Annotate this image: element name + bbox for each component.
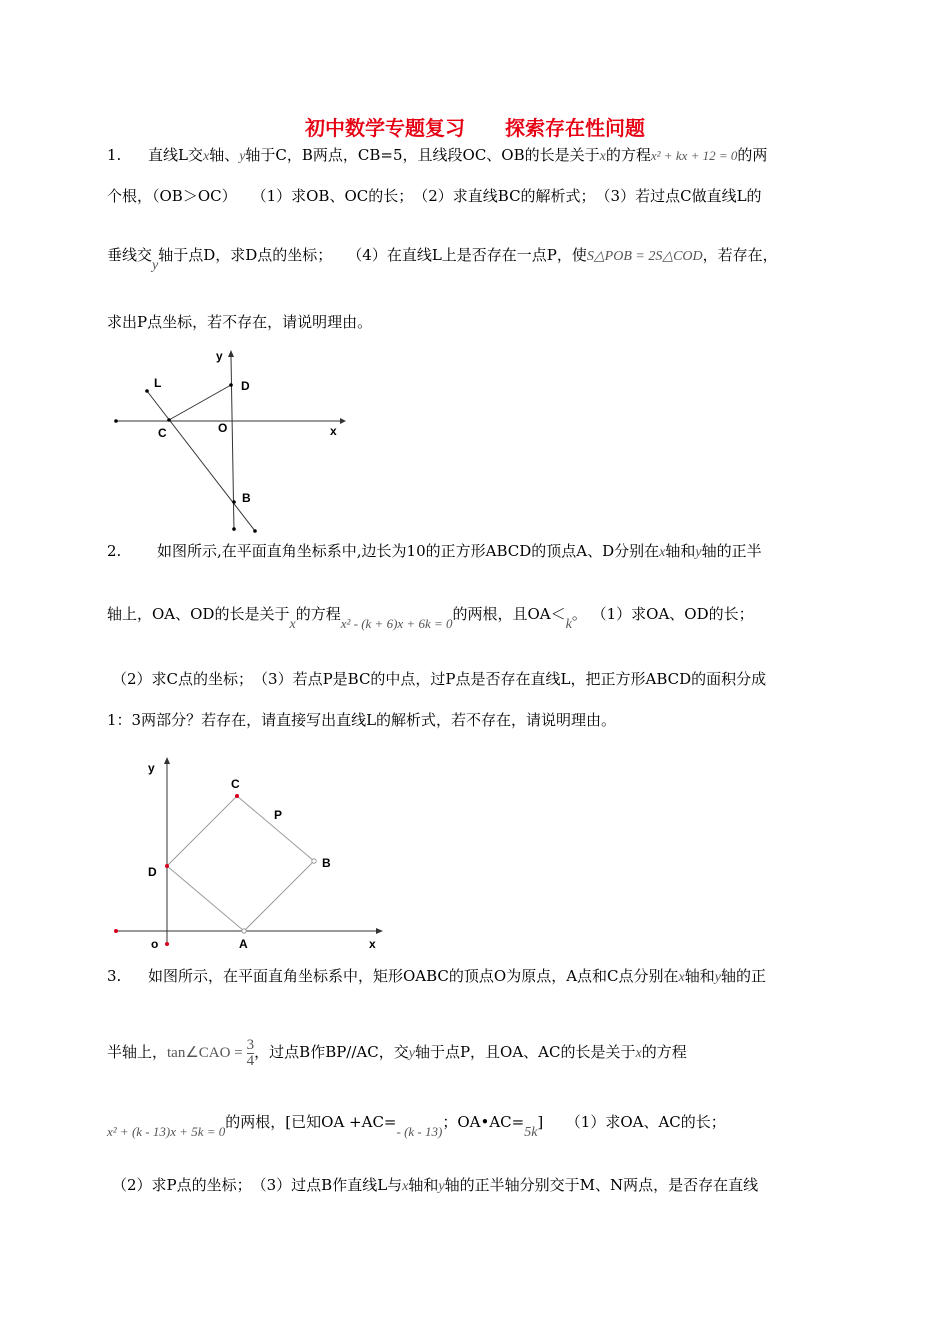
x-axis-arrow: [340, 418, 346, 424]
q1-area-equation: S△POB = 2S△COD: [586, 249, 703, 264]
line-L: [147, 391, 255, 531]
line-L-end-point: [253, 529, 257, 533]
q3-line4: （2）求P点的坐标； （3）过点B作直线L与x轴和y轴的正半轴分别交于M、N两点，是否存在直线: [112, 1176, 759, 1194]
point-C: [167, 418, 171, 422]
label-y: y: [216, 349, 223, 363]
label-x: x: [330, 424, 337, 438]
y-axis-end-point: [165, 942, 169, 946]
page-title: 初中数学专题复习 探索存在性问题: [305, 116, 645, 140]
point-C: [235, 794, 239, 798]
q2-figure: [108, 750, 398, 955]
q1-line1: 直线L交x轴、y轴于C，B两点，CB=5，且线段OC、OB的长是关于x的方程x² + kx + 12 = 0的两: [148, 146, 768, 164]
label-C: C: [231, 777, 240, 791]
label-x: x: [369, 937, 376, 951]
label-L: L: [154, 376, 162, 390]
point-D: [165, 864, 169, 868]
q2-line2: 轴上，OA、OD的长是关于x的方程x² - (k + 6)x + 6k = 0的两根，且OA＜k。 （1）求OA、OD的长；: [107, 605, 754, 632]
q2-number: 2.: [107, 542, 122, 560]
q2-equation: x² - (k + 6)x + 6k = 0: [340, 616, 453, 631]
y-axis-end-point: [232, 527, 236, 531]
point-D: [229, 383, 233, 387]
x-axis-end-point: [114, 419, 118, 423]
label-y: y: [148, 761, 155, 775]
perpendicular-CD: [169, 385, 231, 420]
q3-number: 3.: [107, 967, 122, 985]
label-B: B: [242, 491, 251, 505]
point-B: [312, 859, 316, 863]
label-A: A: [239, 937, 248, 951]
label-D: D: [241, 379, 250, 393]
x-axis-arrow: [376, 928, 383, 934]
q2-line1: 如图所示,在平面直角坐标系中,边长为10的正方形ABCD的顶点A、D分别在x轴和y轴的正半: [157, 542, 762, 560]
q2-line4: 1：3两部分？若存在，请直接写出直线L的解析式，若不存在，请说明理由。: [107, 711, 617, 729]
q3-tan-expression: tan∠CAO = $\frac{3}{4}$: [167, 1037, 255, 1069]
point-L-end: [145, 389, 149, 393]
square-ABCD: [167, 796, 314, 931]
label-O: o: [151, 937, 159, 951]
label-C: C: [158, 426, 167, 440]
q3-equation: x² + (k - 13)x + 5k = 0: [107, 1124, 226, 1139]
q1-figure: [108, 345, 358, 535]
q2-line3: （2）求C点的坐标； （3）若点P是BC的中点，过P点是否存在直线L，把正方形ABCD的面积分成: [112, 670, 767, 688]
x-axis-end-point: [114, 929, 118, 933]
q3-line2: 半轴上，tan∠CAO = $\frac{3}{4}$ ，过点B作BP//AC，交y轴于点P，且OA、AC的长是关于x的方程: [107, 1037, 687, 1069]
q1-line4: 求出P点坐标，若不存在，请说明理由。: [107, 313, 373, 331]
q1-line3: 垂线交y轴于点D，求D点的坐标； （4）在直线L上是否存在一点P，使S△POB = 2S△COD，若存在，: [107, 246, 778, 273]
q3-line1: 如图所示，在平面直角坐标系中，矩形OABC的顶点O为原点，A点和C点分别在x轴和y轴的正: [148, 967, 766, 985]
q1-number: 1.: [107, 146, 122, 164]
q3-line3: x² + (k - 13)x + 5k = 0的两根，[已知OA +AC=- (k - 13)；OA•AC=5k] （1）求OA、AC的长；: [107, 1113, 726, 1140]
label-P: P: [274, 808, 283, 822]
label-D: D: [148, 865, 157, 879]
y-axis-arrow: [164, 757, 170, 764]
label-O: O: [218, 421, 228, 435]
q1-equation: x² + kx + 12 = 0: [650, 148, 738, 163]
y-axis-arrow: [228, 350, 234, 357]
q1-line2: 个根，（OB＞OC） （1）求OB、OC的长； （2）求直线BC的解析式； （3）若过点C做直线L的: [107, 187, 762, 205]
label-B: B: [322, 856, 331, 870]
point-B: [232, 500, 236, 504]
y-axis: [231, 357, 234, 531]
point-A: [242, 929, 246, 933]
